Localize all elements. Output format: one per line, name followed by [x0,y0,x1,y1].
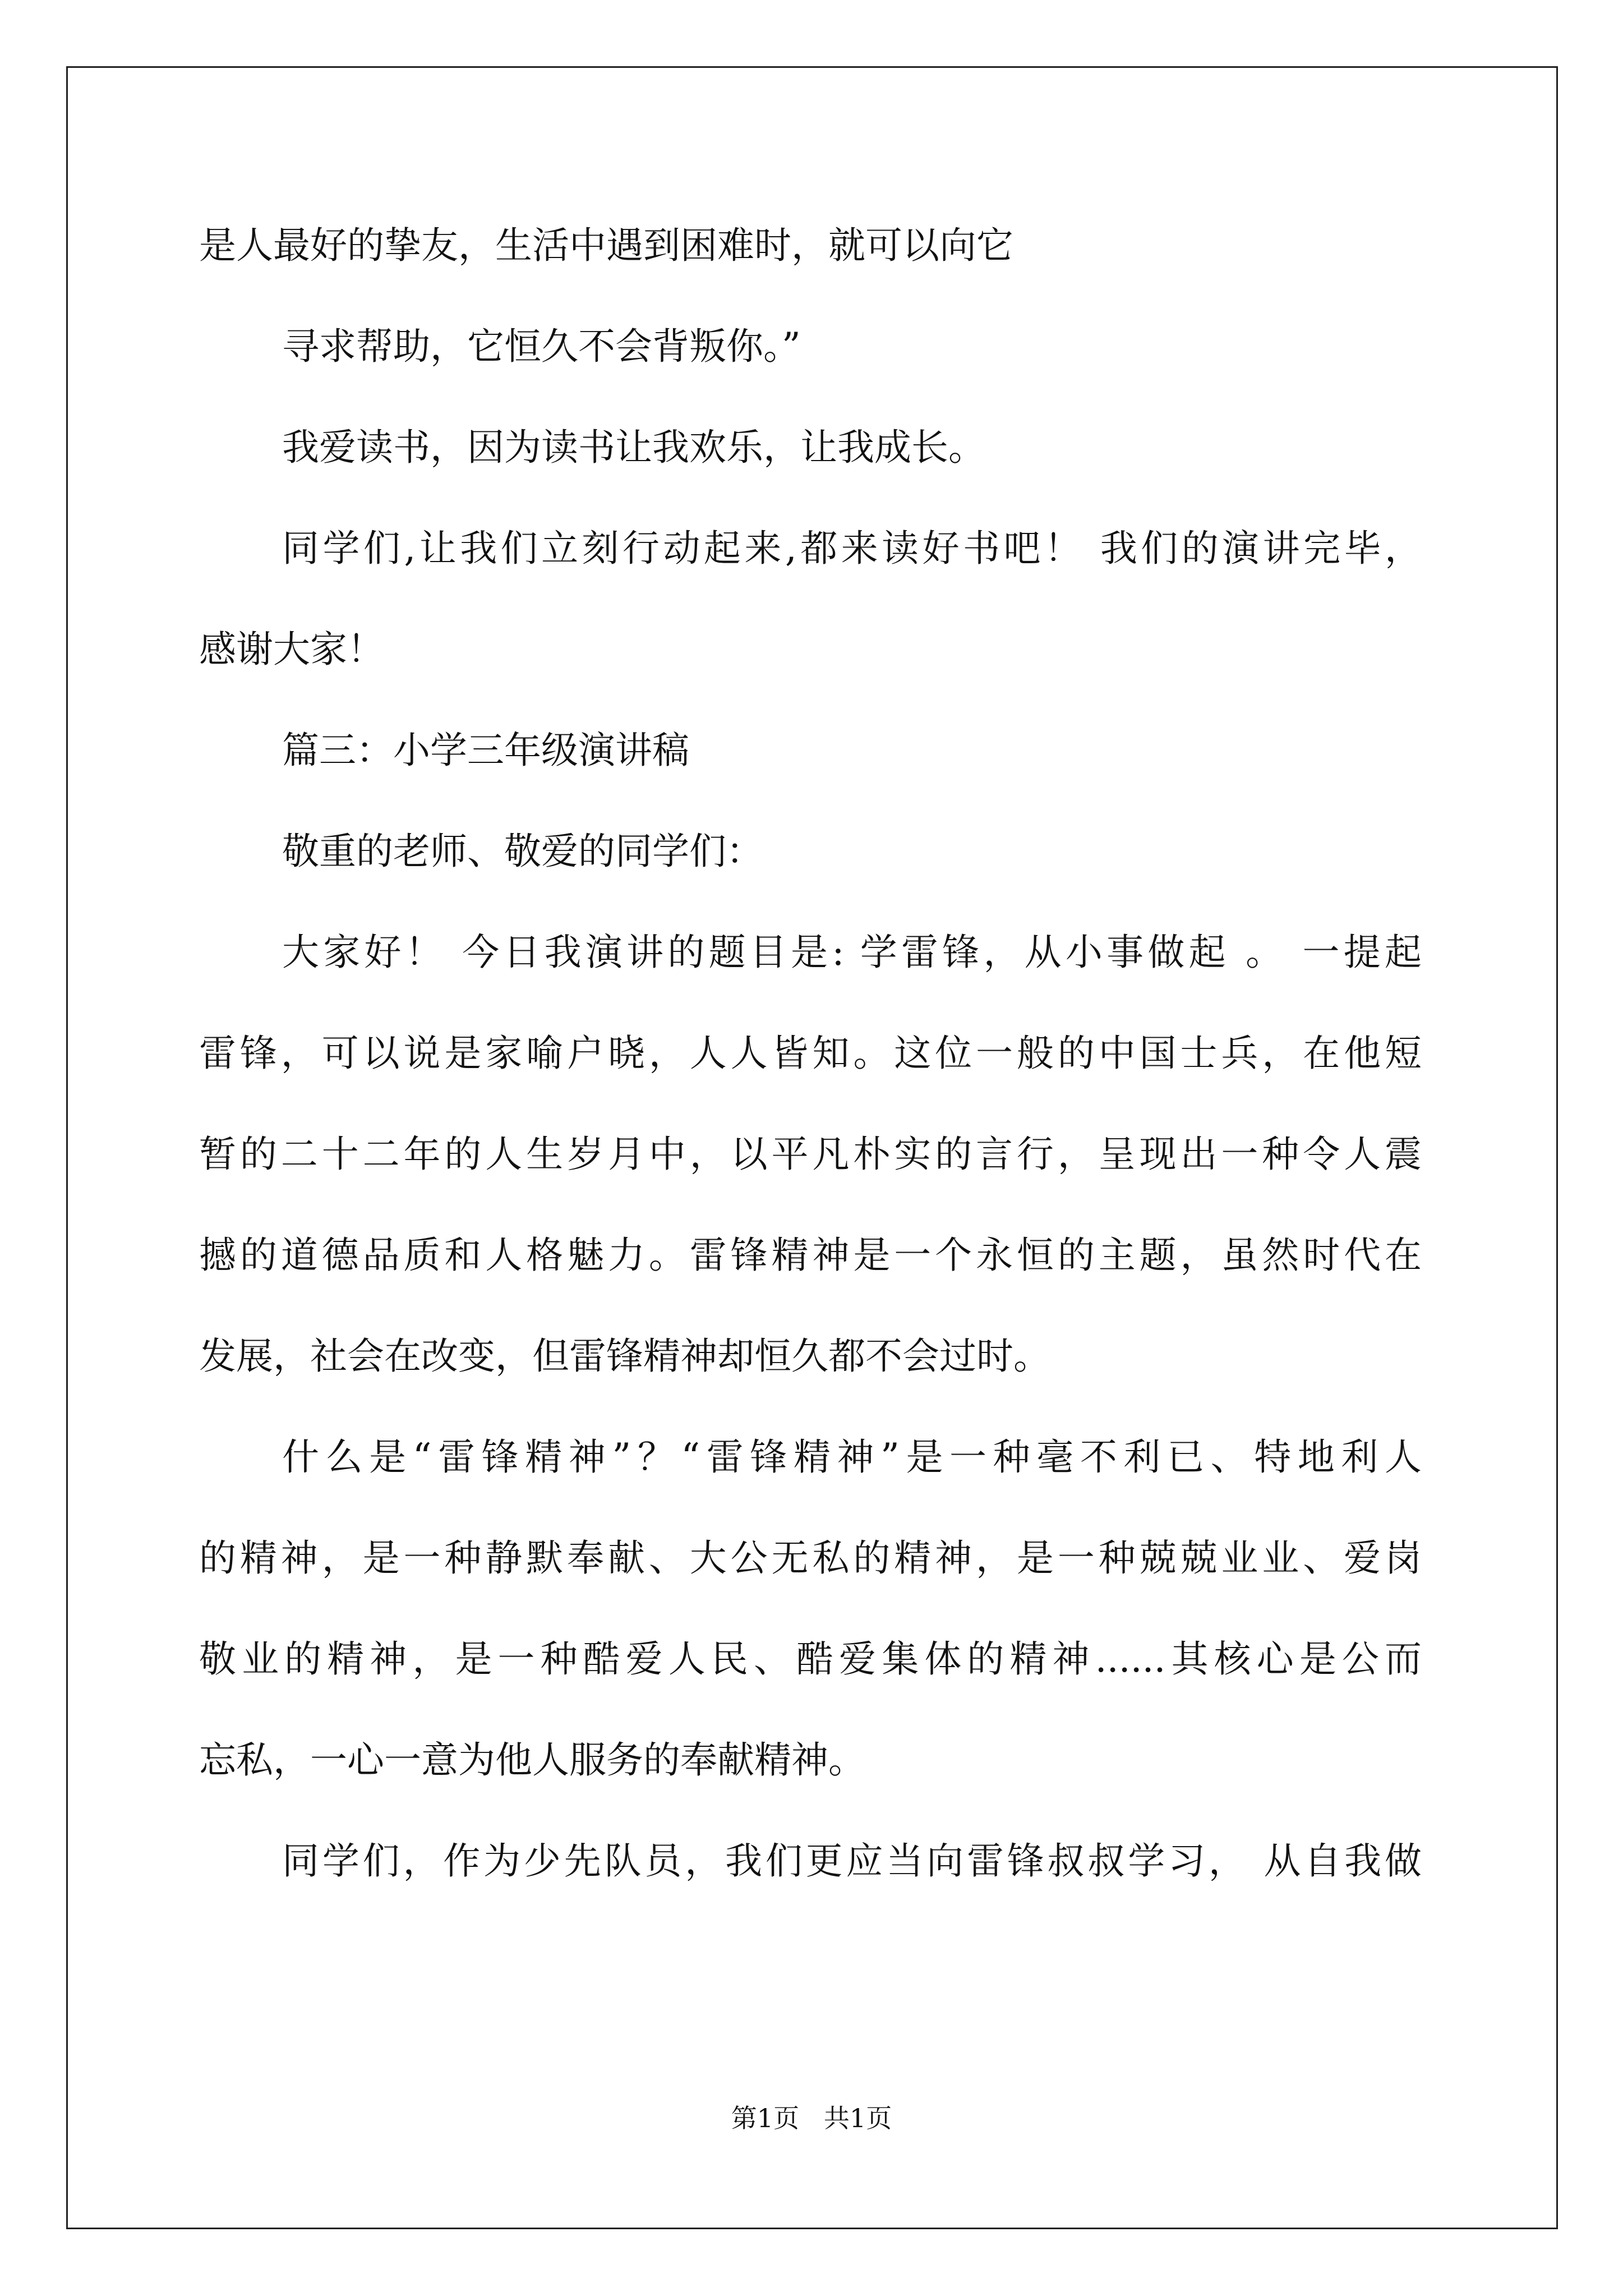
text-line-8: 大家好！ 今日我演讲的题目是: 学雷锋，从小事做起 。 一提起 [282,931,1422,974]
text-line-1: 是人最好的挚友，生活中遇到困难时，就可以向它 [199,224,1013,267]
text-line-16: 忘私，一心一意为他人服务的奉献精神。 [199,1738,865,1782]
page-number-footer: 第1页 共1页 [731,2103,892,2133]
text-line-15: 敬业的精神，是一种酷爱人民、酷爱集体的精神......其核心是公而 [199,1637,1422,1681]
text-line-13: 什么是“雷锋精神”？“雷锋精神”是一种毫不利已、特地利人 [282,1435,1422,1479]
text-line-11: 撼的道德品质和人格魅力。雷锋精神是一个永恒的主题，虽然时代在 [199,1234,1422,1277]
text-line-9: 雷锋，可以说是家喻户晓，人人皆知。这位一般的中国士兵，在他短 [199,1032,1422,1075]
text-line-3: 我爱读书，因为读书让我欢乐，让我成长。 [282,426,985,469]
text-line-12: 发展，社会在改变，但雷锋精神却恒久都不会过时。 [199,1335,1050,1378]
section-heading: 篇三：小学三年级演讲稿 [282,729,689,772]
salutation: 敬重的老师、敬爱的同学们： [282,830,763,873]
text-line-10: 暂的二十二年的人生岁月中，以平凡朴实的言行，呈现出一种令人震 [199,1133,1422,1176]
text-line-4: 同学们,让我们立刻行动起来,都来读好书吧！ 我们的演讲完毕， [282,527,1422,570]
text-line-17: 同学们，作为少先队员，我们更应当向雷锋叔叔学习， 从自我做 [282,1839,1422,1883]
text-line-14: 的精神，是一种静默奉献、大公无私的精神，是一种兢兢业业、爱岗 [199,1536,1422,1580]
text-line-2: 寻求帮助，它恒久不会背叛你。” [282,325,801,368]
text-line-5: 感谢大家！ [199,628,384,671]
